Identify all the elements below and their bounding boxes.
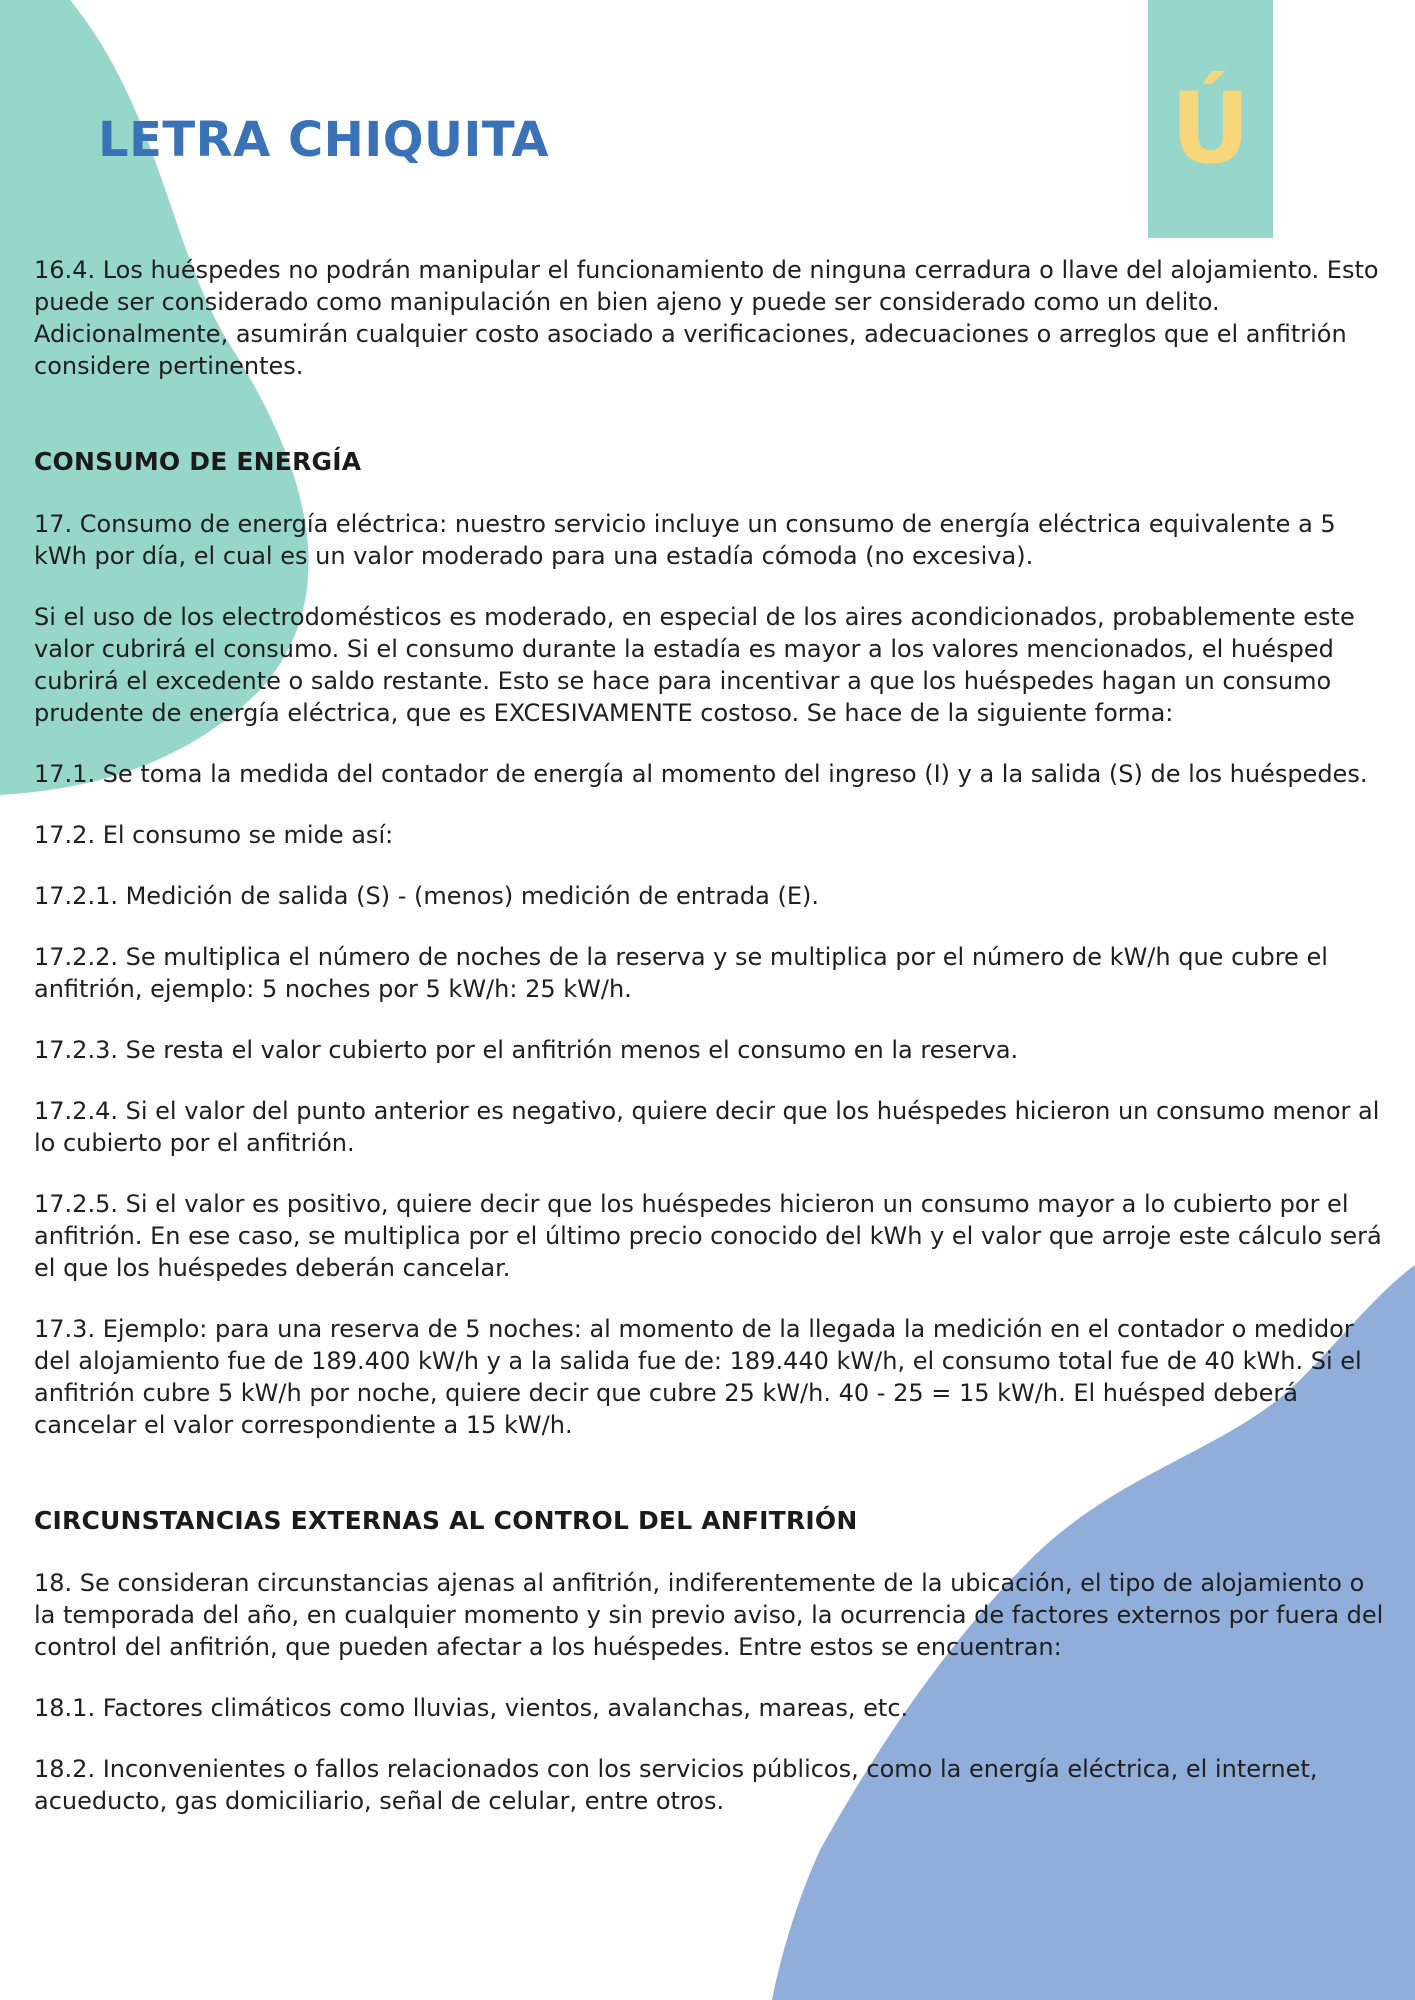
paragraph-17-2-3: 17.2.3. Se resta el valor cubierto por el anfitrión menos el consumo en la reserva.: [34, 1036, 1019, 1064]
paragraph-17-2-5: 17.2.5. Si el valor es positivo, quiere decir que los huéspedes hicieron un consumo mayor a lo cubierto por el anfitrión. En ese caso, se multiplica por el último precio conocido del kWh y el valor que arroje este cálculo será el que los huéspedes deberán cancelar.: [34, 1190, 1382, 1282]
section-title-external: CIRCUNSTANCIAS EXTERNAS AL CONTROL DEL ANFITRIÓN: [34, 1506, 858, 1535]
header-badge: [1148, 0, 1273, 238]
paragraph-17-2: 17.2. El consumo se mide así:: [34, 821, 394, 849]
paragraph-18-2: 18.2. Inconvenientes o fallos relacionados con los servicios públicos, como la energía eléctrica, el internet, acueducto, gas domiciliario, señal de celular, entre otros.: [34, 1755, 1318, 1815]
paragraph-17-note: Si el uso de los electrodomésticos es moderado, en especial de los aires acondicionados, probablemente este valor cubrirá el consumo. Si el consumo durante la estadía es mayor a los valores mencionados, el huésped cubrirá el excedente o saldo restante. Esto se hace para incentivar a que los huéspedes hagan un consumo prudente de energía eléctrica, que es EXCESIVAMENTE costoso. Se hace de la siguiente forma:: [34, 603, 1355, 727]
header-badge-letter: Ú: [1170, 72, 1251, 186]
paragraph-17-1: 17.1. Se toma la medida del contador de energía al momento del ingreso (I) y a la salida (S) de los huéspedes.: [34, 760, 1368, 788]
paragraph-18: 18. Se consideran circunstancias ajenas al anfitrión, indiferentemente de la ubicación, el tipo de alojamiento o la temporada del año, en cualquier momento y sin previo aviso, la ocurrencia de factores externos por fuera del control del anfitrión, que pueden afectar a los huéspedes. Entre estos se encuentran:: [34, 1569, 1384, 1661]
section-title-energy: CONSUMO DE ENERGÍA: [34, 447, 362, 476]
paragraph-17-2-4: 17.2.4. Si el valor del punto anterior es negativo, quiere decir que los huéspedes hicieron un consumo menor al lo cubierto por el anfitrión.: [34, 1097, 1380, 1157]
paragraph-17-2-1: 17.2.1. Medición de salida (S) - (menos) medición de entrada (E).: [34, 882, 819, 910]
paragraph-17-2-2: 17.2.2. Se multiplica el número de noches de la reserva y se multiplica por el número de kW/h que cubre el anfitrión, ejemplo: 5 noches por 5 kW/h: 25 kW/h.: [34, 943, 1328, 1003]
paragraph-18-1: 18.1. Factores climáticos como lluvias, vientos, avalanchas, mareas, etc.: [34, 1694, 909, 1722]
document-body: [34, 254, 1384, 1846]
paragraph-16-4: 16.4. Los huéspedes no podrán manipular el funcionamiento de ninguna cerradura o llave del alojamiento. Esto puede ser considerado como manipulación en bien ajeno y puede ser considerado como un delito. Adicionalmente, asumirán cualquier costo asociado a verificaciones, adecuaciones o arreglos que el anfitrión considere pertinentes.: [34, 256, 1379, 380]
paragraph-17-3: 17.3. Ejemplo: para una reserva de 5 noches: al momento de la llegada la medición en el contador o medidor del alojamiento fue de 189.400 kW/h y a la salida fue de: 189.440 kW/h, el consumo total fue de 40 kWh. Si el anfitrión cubre 5 kW/h por noche, quiere decir que cubre 25 kW/h. 40 - 25 = 15 kW/h. El huésped deberá cancelar el valor correspondiente a 15 kW/h.: [34, 1315, 1362, 1439]
header-title: LETRA CHIQUITA: [98, 112, 549, 168]
paragraph-17: 17. Consumo de energía eléctrica: nuestro servicio incluye un consumo de energía eléctrica equivalente a 5 kWh por día, el cual es un valor moderado para una estadía cómoda (no excesiva).: [34, 510, 1336, 570]
